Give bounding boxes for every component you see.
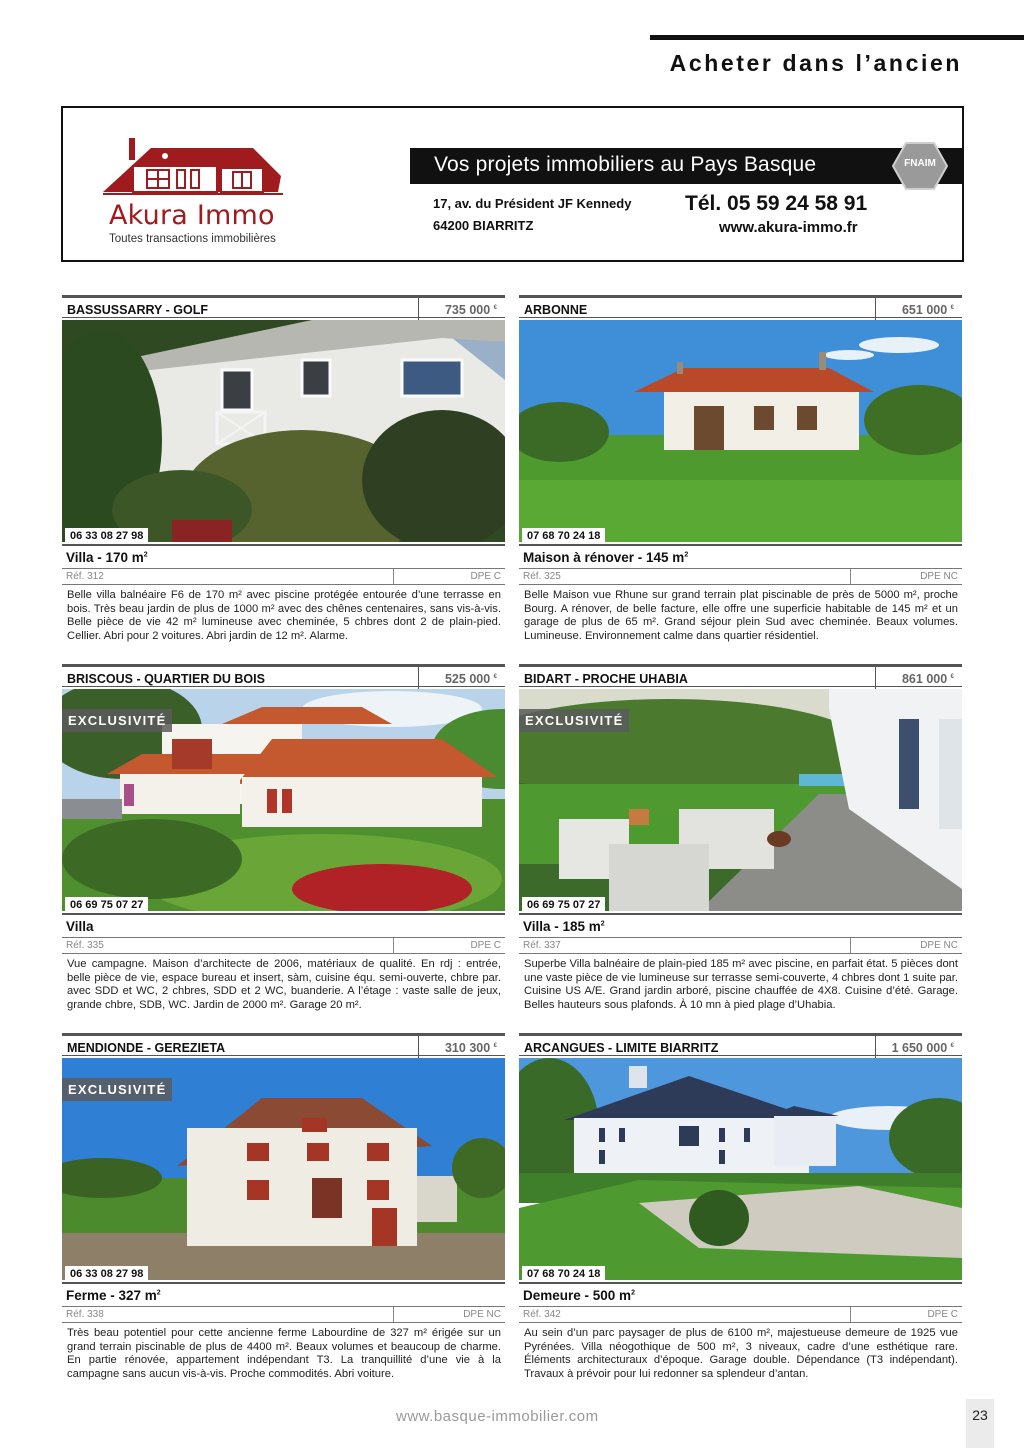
listing-price: 735 000 €: [444, 303, 497, 317]
listing-card[interactable]: [519, 664, 962, 1019]
agency-logo: [103, 134, 288, 249]
property-description: Au sein d’un parc paysager de plus de 6100 m², majestueuse demeure de 1925 vue Pyrénées. Villa néogothique de 500 m², 3 niveaux, cadre d’une esthétique rare. Éléments architecturaux d’époque. Garage double. Dépendance (T3 indépendant). Travaux à prévoir pour lui redonner sa splendeur d’antan.: [524, 1327, 958, 1380]
listing-price: 1 650 000 €: [891, 1041, 954, 1055]
dpe-rating: DPE C: [470, 571, 501, 582]
dpe-box: [850, 938, 963, 953]
dpe-box: [850, 1307, 963, 1322]
exclusivity-badge: EXCLUSIVITÉ: [519, 709, 629, 732]
agency-website[interactable]: www.akura-immo.fr: [719, 219, 858, 236]
listing-location: ARCANGUES - LIMITE BIARRITZ: [524, 1041, 719, 1055]
contact-phone[interactable]: 06 33 08 27 98: [65, 1266, 148, 1281]
divider: [62, 913, 505, 915]
top-rule: [650, 35, 1024, 40]
logo-name: Akura Immo: [109, 200, 275, 231]
dpe-rating: DPE NC: [920, 571, 958, 582]
page-number-tab: [966, 1399, 994, 1448]
divider: [519, 953, 962, 954]
divider: [62, 1322, 505, 1323]
listing-location: MENDIONDE - GEREZIETA: [67, 1041, 226, 1055]
section-title: Acheter dans l’ancien: [669, 50, 962, 76]
property-type: Villa: [66, 919, 94, 934]
divider: [519, 913, 962, 915]
property-photo[interactable]: [519, 689, 962, 911]
fnaim-label: FNAIM: [904, 158, 936, 169]
dpe-box: [850, 569, 963, 584]
property-description: Superbe Villa balnéaire de plain-pied 185 m² avec piscine, en parfait état. 5 pièces dont une vaste pièce de vie lumineuse sur terrasse semi-couverte, 4 chbres dont 1 suite par. Cuisine US A/E. Grand jardin arboré, piscine chauffée de 4X8. Cuisine d’été. Garage. Belles hauteurs sous plafonds. À 10 mn à pied plage d’Uhabia.: [524, 958, 958, 1011]
dpe-box: [393, 569, 506, 584]
contact-phone[interactable]: 06 33 08 27 98: [65, 528, 148, 543]
property-photo[interactable]: [62, 320, 505, 542]
exclusivity-badge: EXCLUSIVITÉ: [62, 1078, 172, 1101]
listing-location: BASSUSSARRY - GOLF: [67, 303, 208, 317]
agency-phone[interactable]: Tél. 05 59 24 58 91: [685, 192, 868, 215]
dpe-box: [393, 938, 506, 953]
divider: [62, 584, 505, 585]
property-type: Maison à rénover - 145 $m^2$: [523, 550, 689, 565]
listing-card[interactable]: [62, 664, 505, 1019]
house-logo-icon: [103, 134, 288, 199]
divider: [519, 686, 962, 687]
property-photo[interactable]: [519, 320, 962, 542]
divider: [519, 317, 962, 318]
listing-location: ARBONNE: [524, 303, 588, 317]
property-type: Villa - 170 $m^2$: [66, 550, 148, 565]
divider: [62, 953, 505, 954]
listing-price: 861 000 €: [901, 672, 954, 686]
property-description: Vue campagne. Maison d’architecte de 2006, matériaux de qualité. En rdj : entrée, belle pièce de vie, espace bureau et insert, sàm, cuisine équ. semi-ouverte, chbre par. avec SDD et WC, 2 chbres, SDD et 2 WC, buanderie. A l’étage : vaste salle de jeux, grande chbre, SDB, WC. Jardin de 2000 m². Garage 20 m².: [67, 958, 501, 1011]
property-type: Villa - 185 $m^2$: [523, 919, 605, 934]
property-photo[interactable]: [62, 689, 505, 911]
contact-phone[interactable]: 06 69 75 07 27: [522, 897, 605, 912]
listing-card[interactable]: [62, 295, 505, 650]
listing-location: BRISCOUS - QUARTIER DU BOIS: [67, 672, 265, 686]
divider: [519, 544, 962, 546]
agency-banner: [61, 106, 964, 262]
divider: [519, 1055, 962, 1056]
address-line1: 17, av. du Président JF Kennedy: [433, 196, 632, 211]
divider: [519, 584, 962, 585]
listing-card[interactable]: [519, 1033, 962, 1388]
fnaim-badge: [892, 141, 948, 191]
listing-location: BIDART - PROCHE UHABIA: [524, 672, 688, 686]
reference-number: Réf. 342: [523, 1309, 561, 1320]
property-type: Ferme - 327 $m^2$: [66, 1288, 161, 1303]
address-line2: 64200 BIARRITZ: [433, 218, 534, 233]
listing-price: 651 000 €: [901, 303, 954, 317]
reference-number: Réf. 325: [523, 571, 561, 582]
listing-price: 525 000 €: [444, 672, 497, 686]
divider: [62, 544, 505, 546]
divider: [62, 686, 505, 687]
dpe-rating: DPE C: [927, 1309, 958, 1320]
dpe-rating: DPE NC: [463, 1309, 501, 1320]
divider: [519, 1282, 962, 1284]
listing-card[interactable]: [62, 1033, 505, 1388]
contact-phone[interactable]: 07 68 70 24 18: [522, 528, 605, 543]
dpe-rating: DPE C: [470, 940, 501, 951]
exclusivity-badge: EXCLUSIVITÉ: [62, 709, 172, 732]
property-photo[interactable]: [62, 1058, 505, 1280]
contact-phone[interactable]: 07 68 70 24 18: [522, 1266, 605, 1281]
property-description: Belle Maison vue Rhune sur grand terrain plat piscinable de près de 5000 m², proche Bourg. A rénover, de belle facture, elle offre une superficie habitable de 145 m² et un garage de plus de 65 m². Grand séjour plein Sud avec cheminée. Beaux volumes. Lumineuse. Environnement calme dans quartier résidentiel.: [524, 589, 958, 642]
divider: [62, 1282, 505, 1284]
divider: [519, 1322, 962, 1323]
property-description: Très beau potentiel pour cette ancienne ferme Labourdine de 327 m² érigée sur un grand terrain piscinable de plus de 4400 m². Beaux volumes et beaucoup de charme. En partie rénovée, appartement indépendant T3. La tranquillité d’une vie à la campagne sans aucun vis-à-vis. Proche commodités. Abri voiture.: [67, 1327, 501, 1380]
logo-tagline: Toutes transactions immobilières: [109, 233, 276, 245]
property-photo[interactable]: [519, 1058, 962, 1280]
reference-number: Réf. 338: [66, 1309, 104, 1320]
slogan: Vos projets immobiliers au Pays Basque: [434, 153, 817, 176]
listing-card[interactable]: [519, 295, 962, 650]
villa-photo-image: [62, 320, 505, 542]
country-house-photo-image: [519, 320, 962, 542]
footer-url[interactable]: www.basque-immobilier.com: [396, 1408, 599, 1425]
dpe-box: [393, 1307, 506, 1322]
reference-number: Réf. 335: [66, 940, 104, 951]
page-number: 23: [972, 1407, 988, 1423]
dpe-rating: DPE NC: [920, 940, 958, 951]
property-description: Belle villa balnéaire F6 de 170 m² avec piscine protégée entourée d’une terrasse en bois. Très beau jardin de plus de 1000 m² avec des chênes centenaires, sans vis-à-vis. Belle pièce de vie 42 m² lumineuse avec cheminée, 5 chbres dont 2 de plain-pied. Cellier. Abri pour 2 voitures. Abri jardin de 12 m². Alarme.: [67, 589, 501, 642]
reference-number: Réf. 337: [523, 940, 561, 951]
property-type: Demeure - 500 $m^2$: [523, 1288, 635, 1303]
slogan-bar: [410, 148, 962, 184]
contact-phone[interactable]: 06 69 75 07 27: [65, 897, 148, 912]
manor-photo-image: [519, 1058, 962, 1280]
reference-number: Réf. 312: [66, 571, 104, 582]
listing-price: 310 300 €: [444, 1041, 497, 1055]
divider: [62, 317, 505, 318]
divider: [62, 1055, 505, 1056]
